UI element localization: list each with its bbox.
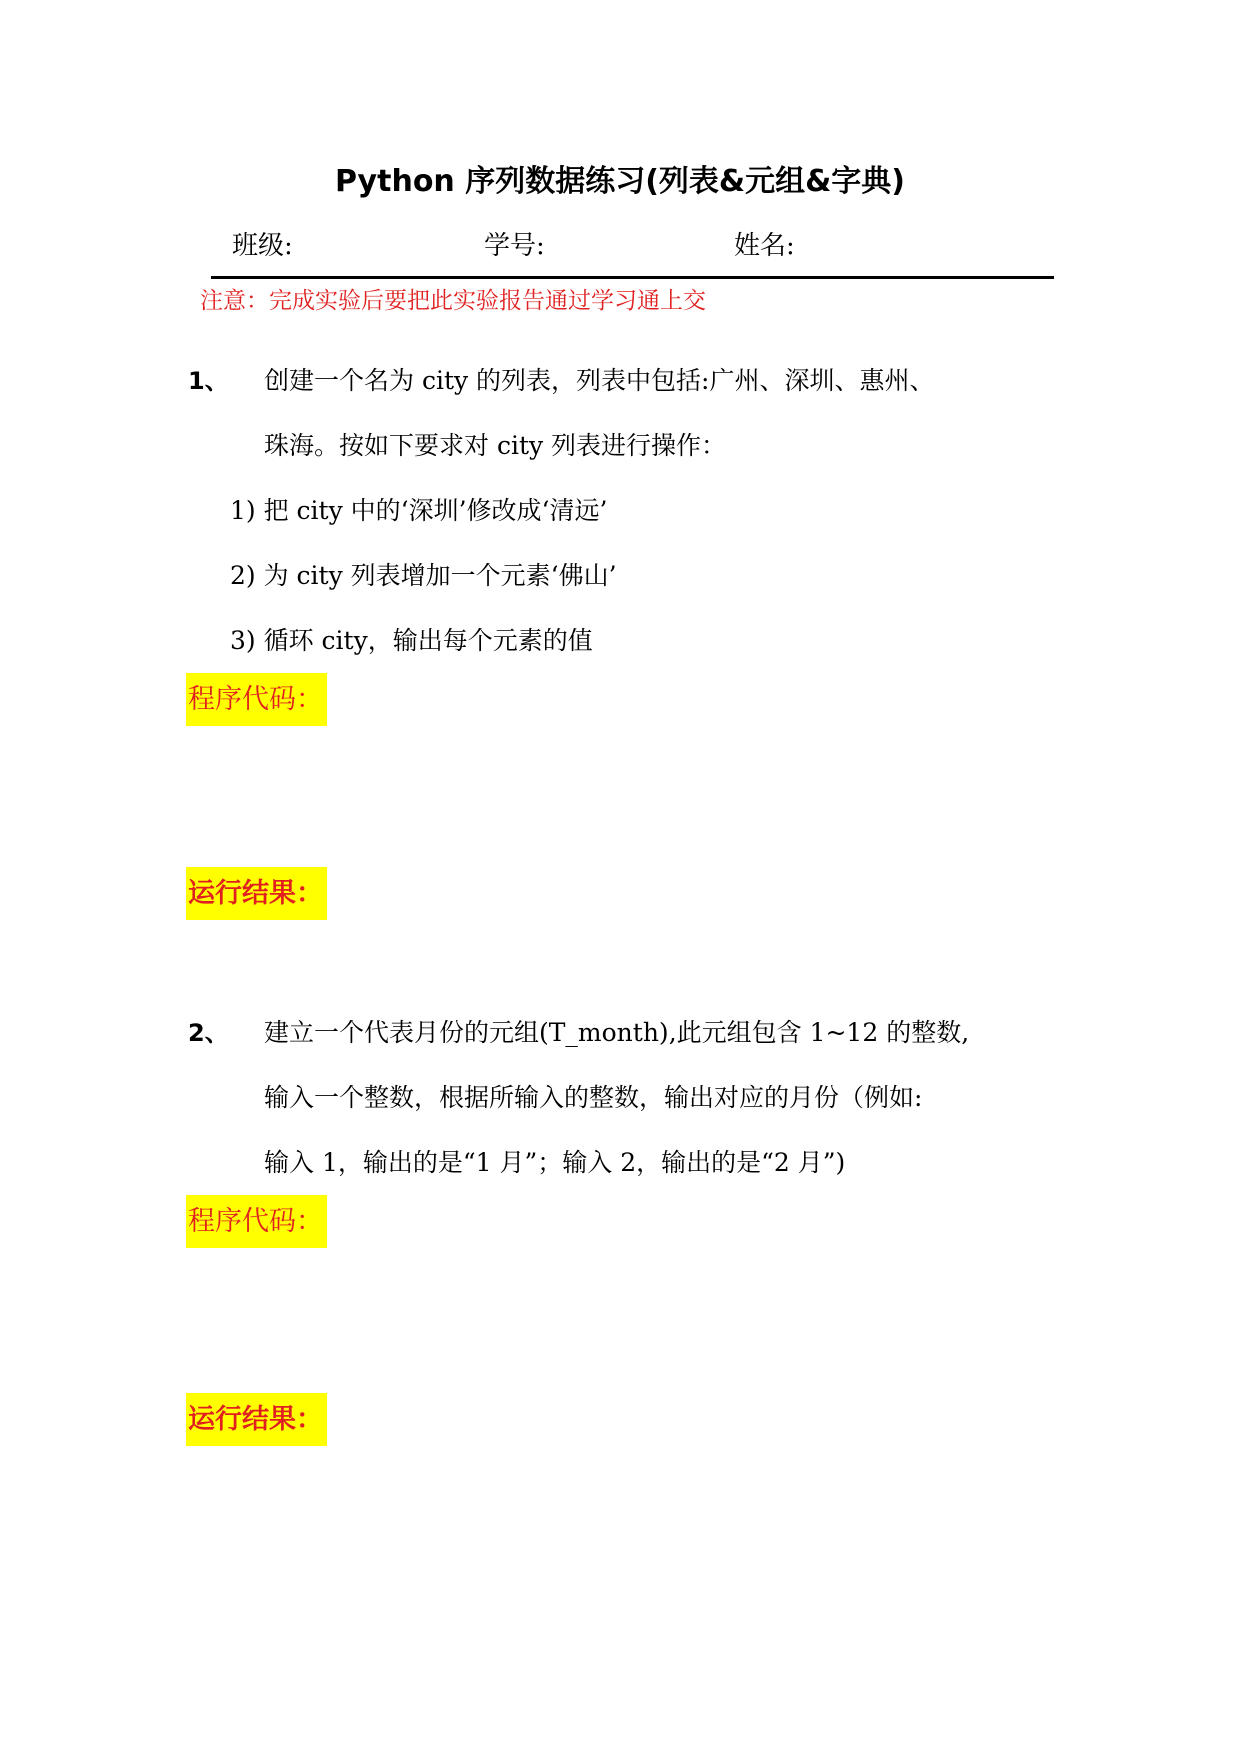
question-1-result-label: 运行结果：: [186, 867, 327, 920]
document-title: Python 序列数据练习(列表&元组&字典): [335, 164, 905, 199]
question-1-number: 1、: [188, 367, 229, 395]
question-2-line-3: 输入 1，输出的是“1 月”；输入 2，输出的是“2 月”): [264, 1148, 846, 1177]
question-1-line-2: 珠海。按如下要求对 city 列表进行操作：: [264, 431, 727, 460]
question-1-sub-item-2: 2) 为 city 列表增加一个元素‘佛山’: [230, 561, 617, 590]
class-label: 班级:: [232, 231, 293, 261]
question-1-line-1: 创建一个名为 city 的列表，列表中包括:广州、深圳、惠州、: [264, 366, 935, 395]
header-divider: [211, 276, 1054, 279]
question-1-sub-item-3: 3) 循环 city，输出每个元素的值: [230, 626, 593, 655]
name-label: 姓名:: [734, 231, 795, 261]
question-2-line-1: 建立一个代表月份的元组(T_month),此元组包含 1~12 的整数,: [264, 1018, 970, 1047]
student-id-label: 学号:: [484, 231, 545, 261]
question-2-code-label: 程序代码：: [186, 1195, 327, 1248]
question-2-number: 2、: [188, 1019, 229, 1047]
question-2-line-2: 输入一个整数，根据所输入的整数，输出对应的月份（例如:: [264, 1083, 923, 1112]
question-1-sub-item-1: 1) 把 city 中的‘深圳’修改成‘清远’: [230, 496, 608, 525]
question-1-code-label: 程序代码：: [186, 673, 327, 726]
question-2-result-label: 运行结果：: [186, 1393, 327, 1446]
submission-notice: 注意：完成实验后要把此实验报告通过学习通上交: [200, 288, 706, 314]
